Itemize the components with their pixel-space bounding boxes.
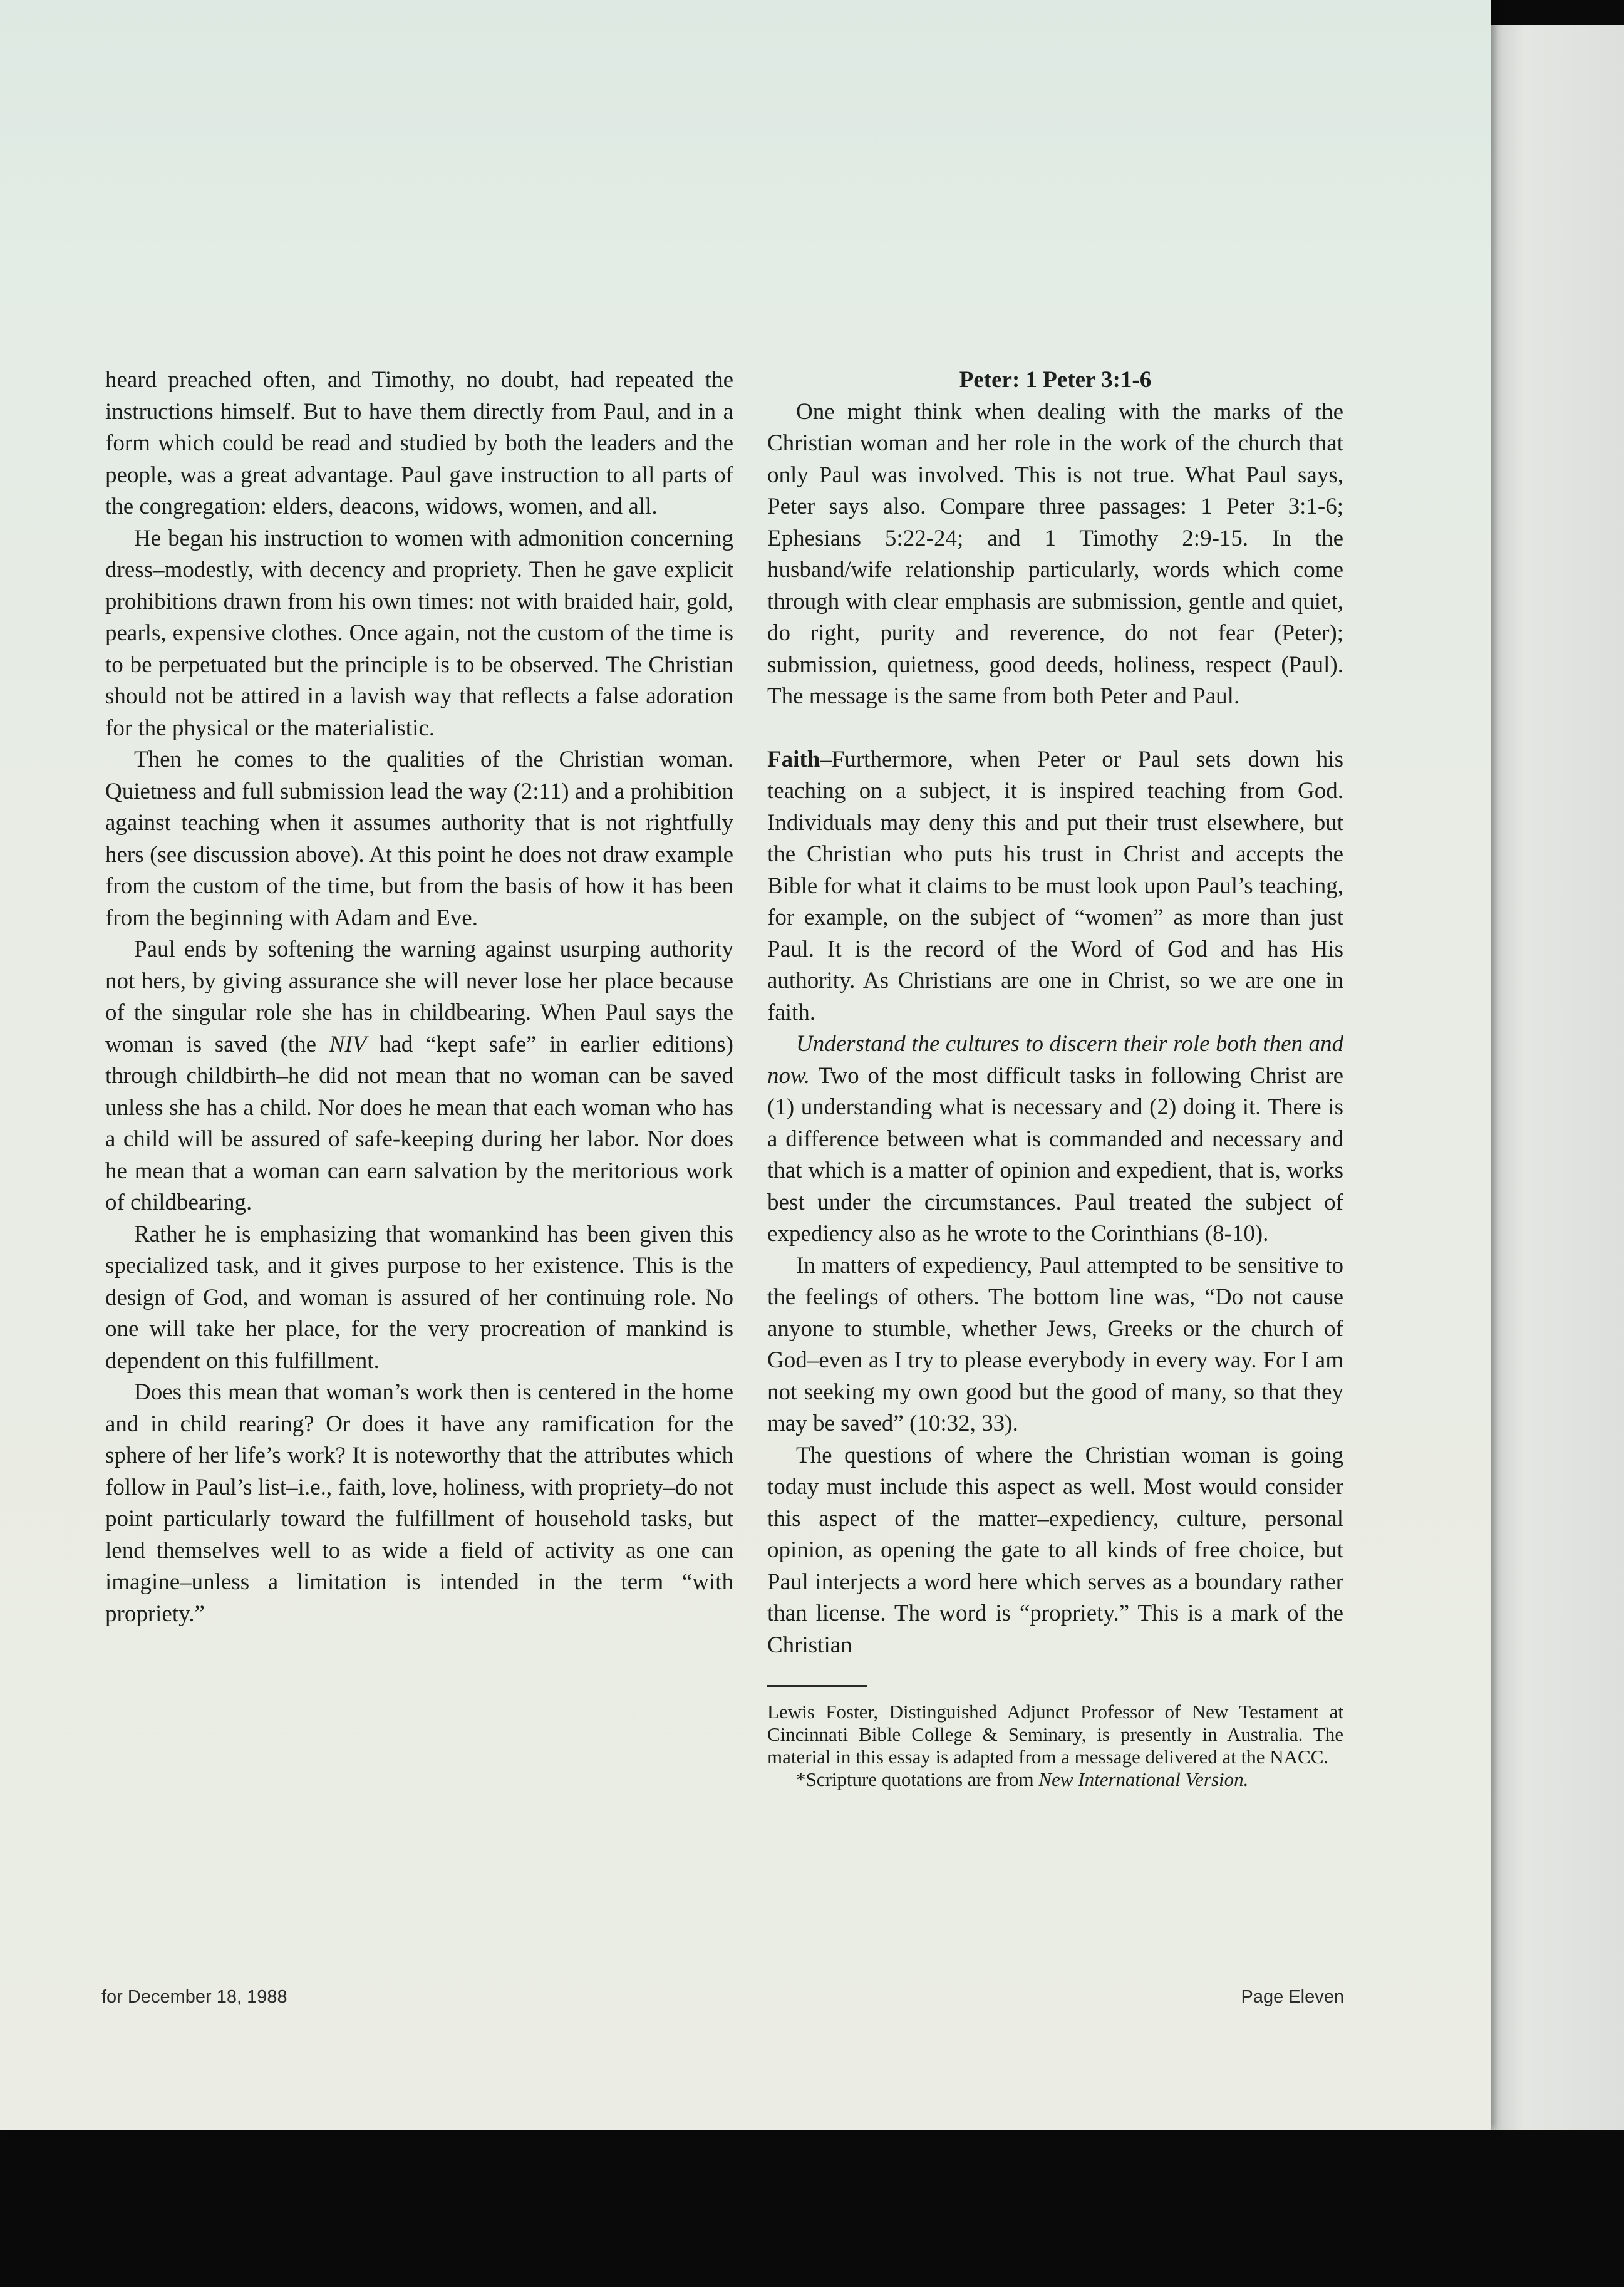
author-footnote: Lewis Foster, Distinguished Adjunct Professor of New Testament at Cincinnati Bible College & Seminary, is presently in Australia. The material in this essay is adapted from a message delivered at the NACC.	[767, 1701, 1343, 1768]
scripture-footnote	[767, 1768, 1343, 1791]
version-name: New International Version.	[1038, 1768, 1249, 1790]
left-paragraph-3: Then he comes to the qualities of the Christian woman. Quietness and full submission lead the way (2:11) and a prohibition against teaching when it assumes authority that is not rightfully hers (see discussion above). At this point he does not draw example from the custom of the time, but from the basis of how it has been from the beginning with Adam and Eve.	[105, 747, 733, 931]
next-page-edge	[1491, 25, 1624, 2130]
section-heading-peter: Peter: 1 Peter 3:1-6	[959, 367, 1152, 393]
right-paragraph-3	[767, 1029, 1343, 1250]
left-paragraph-4	[105, 934, 733, 1219]
left-paragraph-2: He began his instruction to women with admonition concerning dress–modestly, with decency and propriety. Then he gave explicit prohibitions drawn from his own times: not with braided hair, gold, pearls, expensive clothes. Once again, not the custom of the time is to be perpetuated but the principle is to be observed. The Christian should not be attired in a lavish way that reflects a false adoration for the physical or the materialistic.	[105, 525, 733, 741]
left-paragraph-1: heard preached often, and Timothy, no doubt, had repeated the instructions himself. But to have them directly from Paul, and in a form which could be read and studied by both the leaders and the people, was a great advantage. Paul gave instruction to all parts of the congregation: elders, deacons, widows, women, and all.	[105, 367, 733, 519]
issue-date-footer: for December 18, 1988	[101, 1987, 287, 2007]
right-paragraph-1: One might think when dealing with the marks of the Christian woman and her role in the work of the church that only Paul was involved. This is not true. What Paul says, Peter says also. Compare three passages: 1 Peter 3:1-6; Ephesians 5:22-24; and 1 Timothy 2:9-15. In the husband/wife relationship particularly, words which come through with clear emphasis are submission, gentle and quiet, do right, purity and reverence, do not fear (Peter); submission, quietness, good deeds, holiness, respect (Paul). The message is the same from both Peter and Paul.	[767, 398, 1343, 709]
right-paragraph-4: In matters of expediency, Paul attempted to be sensitive to the feelings of others. The bottom line was, “Do not cause anyone to stumble, whether Jews, Greeks or the church of God–even as I try to please everybody in every way. For I am not seeking my own good but the good of many, so that they may be saved” (10:32, 33).	[767, 1252, 1343, 1436]
faith-lead-in: Faith	[767, 746, 820, 772]
right-paragraph-5: The questions of where the Christian woman is going today must include this aspect as well. Most would consider this aspect of the matter–expediency, culture, personal opinion, as opening the gate to all kinds of free choice, but Paul interjects a word here which serves as a boundary rather than license. The word is “propriety.” This is a mark of the Christian	[767, 1442, 1343, 1658]
scripture-footnote-text: *Scripture quotations are from	[796, 1768, 1039, 1790]
right-paragraph-2-body: –Furthermore, when Peter or Paul sets down his teaching on a subject, it is inspired teaching from God. Individuals may deny this and put their trust elsewhere, but the Christian who puts his trust in Christ and accepts the Bible for what it claims to be must look upon Paul’s teaching, for example, on the subject of “women” as more than just Paul. It is the record of the Word of God and has His authority. As Christians are one in Christ, so we are one in faith.	[767, 746, 1343, 1025]
footnote-divider	[767, 1685, 867, 1687]
right-paragraph-3-body: Two of the most difficult tasks in following Christ are (1) understanding what is necessary and (2) doing it. There is a difference between what is commanded and necessary and that which is a matter of opinion and expedient, that is, works best under the circumstances. Paul treated the subject of expediency also as he wrote to the Corinthians (8-10).	[767, 1062, 1343, 1247]
left-column	[105, 365, 733, 1630]
left-paragraph-5: Rather he is emphasizing that womankind has been given this specialized task, and it gives purpose to her existence. This is the design of God, and woman is assured of her continuing role. No one will take her place, for the very procreation of mankind is dependent on this fulfillment.	[105, 1221, 733, 1374]
left-paragraph-4-part-a: Paul ends by softening the warning against usurping authority not hers, by giving assurance she will never lose her place because of the singular role she has in childbearing. When Paul says the woman is saved (the	[105, 936, 733, 1057]
cultures-lead-in: Understand the cultures to discern their role both then and now.	[767, 1031, 1343, 1089]
page-number-footer: Page Eleven	[1241, 1987, 1344, 2007]
niv-abbreviation: NIV	[329, 1031, 367, 1057]
paragraph-gap	[767, 713, 1343, 744]
left-paragraph-6: Does this mean that woman’s work then is centered in the home and in child rearing? Or does it have any ramification for the sphere of her life’s work? It is noteworthy that the attributes which follow in Paul’s list–i.e., faith, love, holiness, with propriety–do not point particularly toward the fulfillment of household tasks, but lend themselves well to as wide a field of activity as one can imagine–unless a limitation is intended in the term “with propriety.”	[105, 1379, 733, 1627]
right-column	[767, 365, 1343, 1791]
left-paragraph-4-part-b: had “kept safe” in earlier editions) through childbirth–he did not mean that no woman can be saved unless she has a child. Nor does he mean that each woman who has a child will be assured of safe-keeping during her labor. Nor does he mean that a woman can earn salvation by the meritorious work of childbearing.	[105, 1031, 733, 1215]
right-paragraph-2	[767, 744, 1343, 1029]
